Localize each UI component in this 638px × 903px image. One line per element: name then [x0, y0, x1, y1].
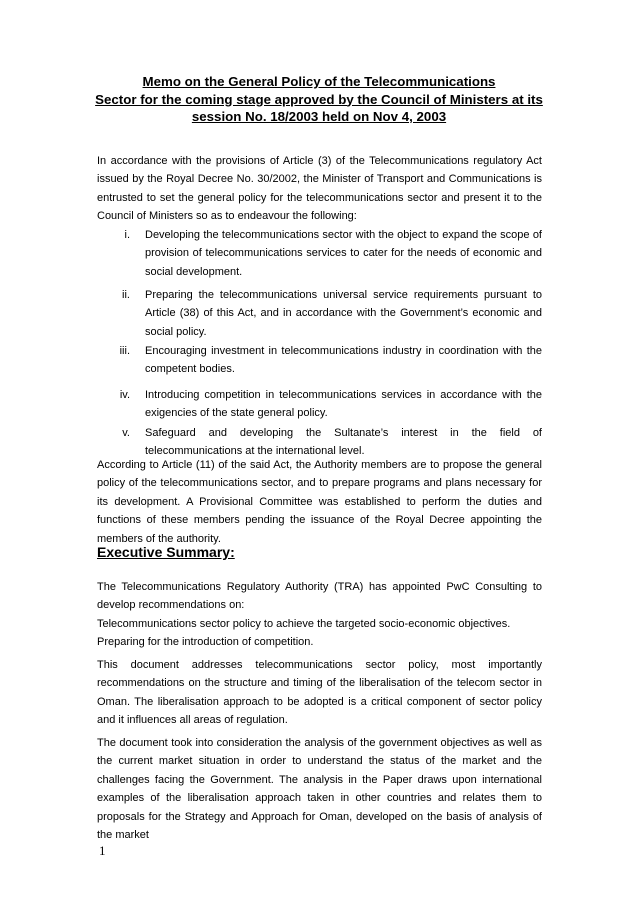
title-line-1: Memo on the General Policy of the Telecommunications: [142, 74, 496, 89]
title-line-2: Sector for the coming stage approved by the Council of Ministers at its: [95, 91, 543, 107]
list-item-text: Encouraging investment in telecommunications industry in coordination with the competent bodies.: [145, 345, 542, 376]
list-item-number: v.: [122, 427, 130, 439]
summary-line: Preparing for the introduction of competition.: [97, 636, 314, 649]
list-item-text: Safeguard and developing the Sultanate’s interest in the field of telecommunications at the international level.: [145, 427, 542, 458]
document-title: [90, 73, 548, 126]
list-item-text: Developing the telecommunications sector with the object to expand the scope of provision of telecommunications services to cater for the needs of economic and social development.: [145, 229, 542, 278]
intro-paragraph: In accordance with the provisions of Article (3) of the Telecommunications regulatory Act issued by the Royal Decree No. 30/2002, the Minister of Transport and Communications is entrusted to set the general policy for the telecommunications sector and present it to the Council of Ministers so as to endeavour the following:: [97, 155, 542, 223]
article-11-paragraph: According to Article (11) of the said Act, the Authority members are to propose the general policy of the telecommunications sector, and to prepare programs and plans necessary for its development. A Provisional Committee was established to perform the duties and functions of these members pending the issuance of the Royal Decree appointing the members of the authority.: [97, 459, 542, 545]
summary-line: develop recommendations on:: [97, 599, 245, 612]
summary-line: Telecommunications sector policy to achieve the targeted socio-economic objectives.: [97, 617, 511, 630]
list-item-number: iv.: [119, 389, 130, 401]
executive-summary-heading: Executive Summary:: [97, 544, 235, 560]
list-item-number: iii.: [119, 345, 130, 357]
list-item-text: Preparing the telecommunications universal service requirements pursuant to Article (38) of this Act, and in accordance with the Government’s economic and social policy.: [145, 289, 542, 338]
summary-paragraph-1: [97, 578, 542, 652]
summary-paragraph-2: This document addresses telecommunications sector policy, most importantly recommendations on the structure and timing of the liberalisation of the telecom sector in Oman. The liberalisation approach to be adopted is a critical component of sector policy and it influences all areas of regulation.: [97, 659, 542, 727]
summary-paragraph-3: The document took into consideration the analysis of the government objectives as well as the current market situation in order to understand the status of the market and the challenges facing the Government. The analysis in the Paper draws upon international examples of the liberalisation approach taken in other countries and relates them to proposals for the Strategy and Approach for Oman, developed on the basis of analysis of the market: [97, 737, 542, 842]
summary-line: The Telecommunications Regulatory Authority (TRA) has appointed PwC Consulting to: [97, 581, 542, 593]
list-item-number: ii.: [122, 289, 130, 301]
list-item-number: i.: [124, 229, 130, 241]
page-number: 1: [99, 843, 106, 858]
list-item-text: Introducing competition in telecommunications services in accordance with the exigencies of the state general policy.: [145, 389, 542, 420]
title-line-3: session No. 18/2003 held on Nov 4, 2003: [191, 109, 447, 124]
